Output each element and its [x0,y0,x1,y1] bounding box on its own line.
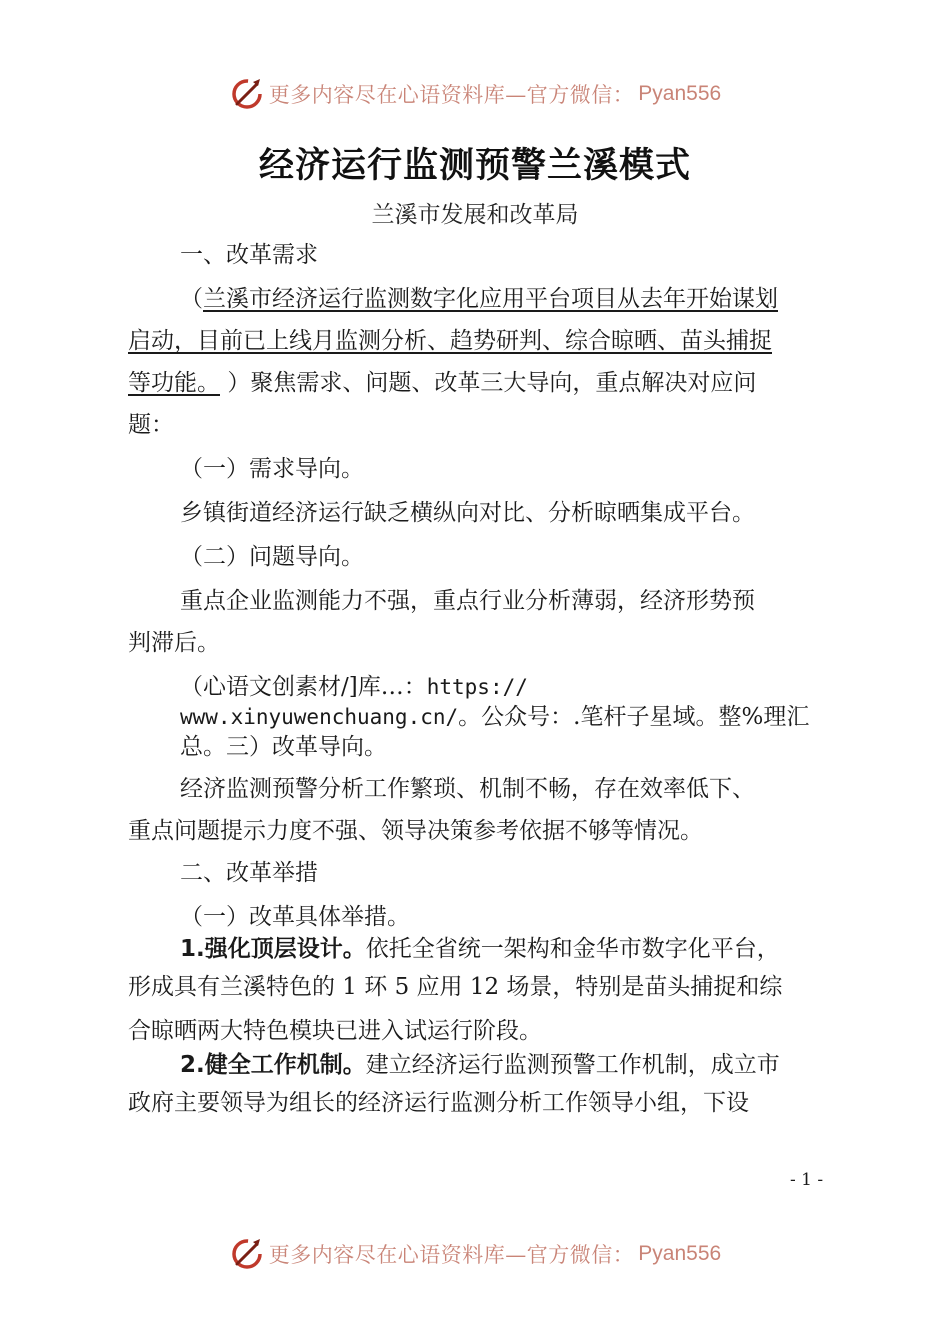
paragraph-line: 政府主要领导为组长的经济运行监测分析工作领导小组，下设 [128,1090,749,1116]
banner-wechat-id: Pyan556 [638,1242,722,1265]
paragraph-line [180,288,778,311]
watermark-note-line [180,706,809,729]
paragraph-text: ）聚焦需求、问题、改革三大导向，重点解决对应问 [227,370,757,396]
paragraph-line: 合晾晒两大特色模块已进入试运行阶段。 [128,1018,542,1044]
brush-logo-icon [229,1236,265,1272]
paragraph-line: 判滞后。 [128,630,220,656]
watermark-note-line: 总。三）改革导向。 [180,734,387,760]
note-url: https:// [426,675,528,699]
banner-wechat-id: Pyan556 [638,82,722,105]
header-watermark-banner [0,70,950,118]
subsection-heading: （一）需求导向。 [180,456,364,482]
note-text: 。公众号：.笔杆子星域。整%理汇 [458,704,810,730]
footer-watermark-banner [0,1230,950,1278]
underlined-text: 等功能。 [128,370,220,396]
section-heading-1: 一、改革需求 [180,242,318,268]
paragraph-line: 重点企业监测能力不强，重点行业分析薄弱，经济形势预 [180,588,755,614]
paragraph-line: 题： [128,412,174,438]
paren-open: （ [180,286,203,312]
paragraph-text: 依托全省统一架构和金华市数字化平台， [365,936,780,962]
measure-line [180,1054,780,1077]
subsection-heading: （二）问题导向。 [180,544,364,570]
watermark-note-line [180,676,528,699]
note-url: www.xinyuwenchuang.cn/ [180,705,459,729]
paragraph-text: 建立经济运行监测预警工作机制，成立市 [365,1052,780,1078]
brush-logo-icon [229,76,265,112]
paragraph-line: 乡镇街道经济运行缺乏横纵向对比、分析晾晒集成平台。 [180,500,755,526]
note-text: （心语文创素材/]库…： [180,674,427,700]
underlined-text: 兰溪市经济运行监测数字化应用平台项目从去年开始谋划 [203,286,778,312]
measure-heading-1: 1.强化顶层设计。 [180,936,366,962]
banner-text: 更多内容尽在心语资料库—官方微信： [268,83,635,107]
measure-line [180,938,780,961]
document-title: 经济运行监测预警兰溪模式 [258,145,691,186]
banner-text: 更多内容尽在心语资料库—官方微信： [268,1243,635,1267]
paragraph-line: 经济监测预警分析工作繁琐、机制不畅，存在效率低下、 [180,776,755,802]
underlined-text: 启动，目前已上线月监测分析、趋势研判、综合晾晒、苗头捕捉 [128,328,772,354]
page-number: - 1 - [790,1170,824,1190]
paragraph-line: 形成具有兰溪特色的 1 环 5 应用 12 场景，特别是苗头捕捉和综 [128,974,783,1000]
document-subtitle: 兰溪市发展和改革局 [371,202,579,228]
measure-heading-2: 2.健全工作机制。 [180,1052,366,1078]
paragraph-line [128,372,756,395]
paragraph-line: 重点问题提示力度不强、领导决策参考依据不够等情况。 [128,818,703,844]
section-heading-2: 二、改革举措 [180,860,318,886]
subsection-heading: （一）改革具体举措。 [180,904,410,930]
paragraph-line [128,330,772,353]
